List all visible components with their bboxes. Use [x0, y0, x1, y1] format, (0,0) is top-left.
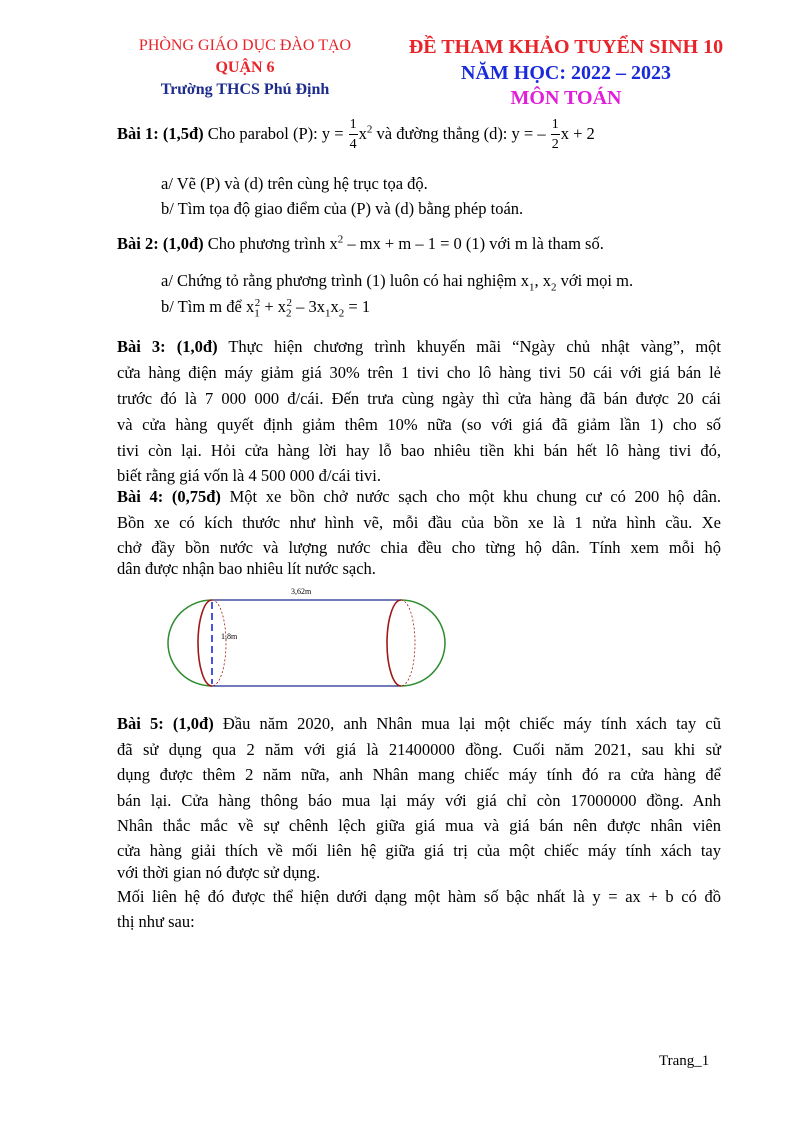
problem-4-line-2: Bồn xe có kích thước như hình vẽ, mỗi đầu của bồn xe là 1 nửa hình cầu. Xe	[117, 513, 721, 532]
problem-3-line-6: biết rằng giá vốn là 4 500 000 đ/cái tivi.	[117, 466, 381, 485]
school-name: Trường THCS Phú Định	[160, 81, 330, 98]
right-section-back	[401, 600, 415, 686]
department-name: PHÒNG GIÁO DỤC ĐÀO TẠO	[138, 37, 352, 54]
right-section-front	[387, 600, 401, 686]
left-section-back	[212, 600, 226, 686]
problem-3-line-3: trước đó là 7 000 000 đ/cái. Đến trưa cùng ngày thì cửa hàng đã bán được 20 cái	[117, 389, 721, 408]
problem-1a: a/ Vẽ (P) và (d) trên cùng hệ trục tọa độ.	[161, 174, 428, 193]
problem-5-line-4: bán lại. Cửa hàng thông báo mua lại máy với giá chỉ còn 17000000 đồng. Anh	[117, 791, 721, 810]
page-number: Trang_1	[659, 1053, 710, 1069]
exam-title: ĐỀ THAM KHẢO TUYỂN SINH 10	[408, 36, 724, 58]
left-section-front	[198, 600, 212, 686]
problem-1b: b/ Tìm tọa độ giao điểm của (P) và (d) bằng phép toán.	[161, 199, 524, 218]
problem-5-label: Bài 5: (1,0đ)	[117, 714, 214, 733]
problem-3-line-1: Bài 3: (1,0đ) Thực hiện chương trình khuyến mãi “Ngày chủ nhật vàng”, một	[117, 337, 721, 356]
problem-5-line-2: đã sử dụng qua 2 năm với giá là 21400000 đồng. Cuối năm 2021, sau khi sử	[117, 740, 721, 759]
problem-1: Bài 1: (1,5đ) Cho parabol (P): y = $\frac{1}{4}$ $x^2$ và đường thẳng (d): y = – $\frac{1}{2}$ x + 2	[117, 117, 595, 152]
diameter-label: 1,8m	[221, 632, 238, 641]
problem-1-label: Bài 1: (1,5đ)	[117, 123, 204, 143]
problem-5-line-9: thị như sau:	[117, 912, 195, 931]
problem-3-line-4: và cửa hàng quyết định giảm thêm 10% nữa (so với giá đã giảm lần 1) cho số	[117, 415, 721, 434]
problem-3-line-2: cửa hàng điện máy giảm giá 30% trên 1 tivi cho lô hàng tivi 50 cái với giá bán lẻ	[117, 363, 721, 382]
right-hemisphere	[401, 600, 445, 686]
problem-4-label: Bài 4: (0,75đ)	[117, 487, 221, 506]
school-year: NĂM HỌC: 2022 – 2023	[461, 62, 671, 84]
subject-name: MÔN TOÁN	[510, 87, 622, 109]
problem-5-line-3: dụng được thêm 2 năm nữa, anh Nhân mang chiếc máy tính đó ra cửa hàng để	[117, 765, 721, 784]
problem-2-label: Bài 2: (1,0đ)	[117, 234, 204, 253]
fraction-one-half: $\frac{1}{2}$	[551, 117, 559, 152]
left-hemisphere	[168, 600, 212, 686]
problem-3-label: Bài 3: (1,0đ)	[117, 337, 218, 356]
problem-5-line-5: Nhân thắc mắc về sự chênh lệch giữa giá mua và giá bán nên được nhân viên	[117, 816, 721, 835]
district-name: QUẬN 6	[215, 59, 275, 76]
fraction-one-quarter: $\frac{1}{4}$	[349, 117, 357, 152]
tank-diagram	[160, 582, 460, 694]
problem-2a: a/ Chứng tỏ rằng phương trình (1) luôn có hai nghiệm $x_1$, $x_2$ với mọi m.	[161, 271, 634, 294]
problem-2: Bài 2: (1,0đ) Cho phương trình $x^2$ – mx + m – 1 = 0 (1) với m là tham số.	[117, 233, 604, 253]
problem-2b: b/ Tìm m để $x_1^2 + x_2^2 - 3x_1x_2 = 1$	[161, 296, 371, 320]
problem-3-line-5: tivi còn lại. Hỏi cửa hàng lời hay lỗ bao nhiêu tiền khi bán hết lô hàng tivi đó,	[117, 441, 721, 460]
problem-5-line-8: Mối liên hệ đó được thể hiện dưới dạng một hàm số bậc nhất là y = ax + b có đồ	[117, 887, 721, 906]
problem-4-line-3: chở đầy bồn nước và lượng nước chia đều cho từng hộ dân. Tính xem mỗi hộ	[117, 538, 721, 557]
problem-4-line-1: Bài 4: (0,75đ) Một xe bồn chở nước sạch cho một khu chung cư có 200 hộ dân.	[117, 487, 722, 506]
length-label: 3,62m	[291, 587, 312, 596]
problem-5-line-6: cửa hàng giải thích về mối liên hệ giữa giá trị của một chiếc máy tính xách tay	[117, 841, 721, 860]
problem-4-line-4: dân được nhận bao nhiêu lít nước sạch.	[117, 559, 376, 578]
problem-5-line-1: Bài 5: (1,0đ) Đầu năm 2020, anh Nhân mua lại một chiếc máy tính xách tay cũ	[117, 714, 721, 733]
problem-5-line-7: với thời gian nó được sử dụng.	[117, 863, 321, 882]
